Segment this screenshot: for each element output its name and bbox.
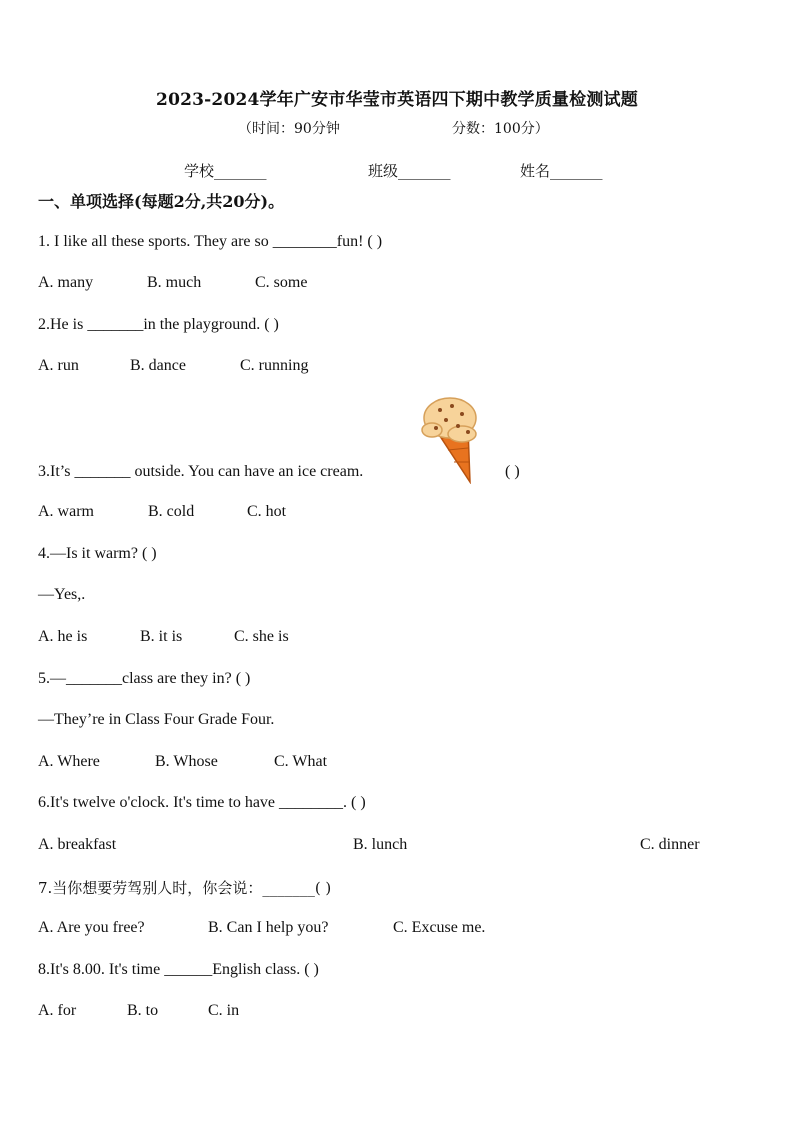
question-1-option-c: C. some [255, 274, 308, 291]
question-3-option-c: C. hot [247, 503, 287, 520]
question-2-stem: 2.He is _______in the playground. ( ) [38, 316, 279, 333]
question-5-option-b: B. Whose [155, 753, 218, 770]
question-8-stem: 8.It's 8.00. It's time ______English class. ( ) [38, 961, 319, 978]
question-5-stem: 5.—_______class are they in? ( ) [38, 670, 251, 687]
question-6-option-c: C. dinner [640, 836, 700, 853]
exam-time: （时间：90分钟 [238, 121, 340, 137]
question-8-option-c: C. in [208, 1002, 240, 1019]
question-4-stem: 4.—Is it warm? ( ) [38, 545, 157, 562]
question-4-option-c: C. she is [234, 628, 289, 645]
question-4-option-a: A. he is [38, 628, 88, 645]
question-4-option-b: B. it is [140, 628, 183, 645]
question-6-stem: 6.It's twelve o'clock. It's time to have ________. ( ) [38, 794, 366, 811]
question-1-option-a: A. many [38, 274, 94, 291]
question-3-answer-paren: ( ) [505, 463, 520, 480]
school-field: 学校_______ [184, 162, 267, 180]
question-1-option-b: B. much [147, 274, 202, 291]
question-5-line2: —They’re in Class Four Grade Four. [38, 711, 275, 728]
exam-score: 分数：100分） [452, 121, 549, 137]
section-title: 一、单项选择(每题2分,共20分)。 [38, 192, 285, 211]
question-1-stem: 1. I like all these sports. They are so ________fun! ( ) [38, 233, 383, 250]
question-8-option-b: B. to [127, 1002, 159, 1019]
question-2-option-a: A. run [38, 357, 79, 374]
question-3-option-b: B. cold [148, 503, 195, 520]
question-3-stem: 3.It’s _______ outside. You can have an ice cream. [38, 463, 364, 480]
question-6-option-b: B. lunch [353, 836, 408, 853]
ice-cream-cone-icon [418, 392, 484, 484]
question-7-stem: 7.当你想要劳驾别人时，你会说：_______( ) [38, 879, 332, 897]
question-4-line2: —Yes,. [38, 586, 86, 603]
question-7-option-c: C. Excuse me. [393, 919, 486, 936]
page-title: 2023-2024学年广安市华莹市英语四下期中教学质量检测试题 [156, 90, 638, 110]
question-2-option-c: C. running [240, 357, 309, 374]
question-3-option-a: A. warm [38, 503, 94, 520]
name-field: 姓名_______ [520, 162, 603, 180]
class-field: 班级_______ [368, 162, 451, 180]
question-5-option-c: C. What [274, 753, 328, 770]
question-7-option-a: A. Are you free? [38, 919, 145, 936]
question-7-option-b: B. Can I help you? [208, 919, 329, 936]
question-2-option-b: B. dance [130, 357, 186, 374]
question-6-option-a: A. breakfast [38, 836, 117, 853]
question-5-option-a: A. Where [38, 753, 100, 770]
question-8-option-a: A. for [38, 1002, 77, 1019]
